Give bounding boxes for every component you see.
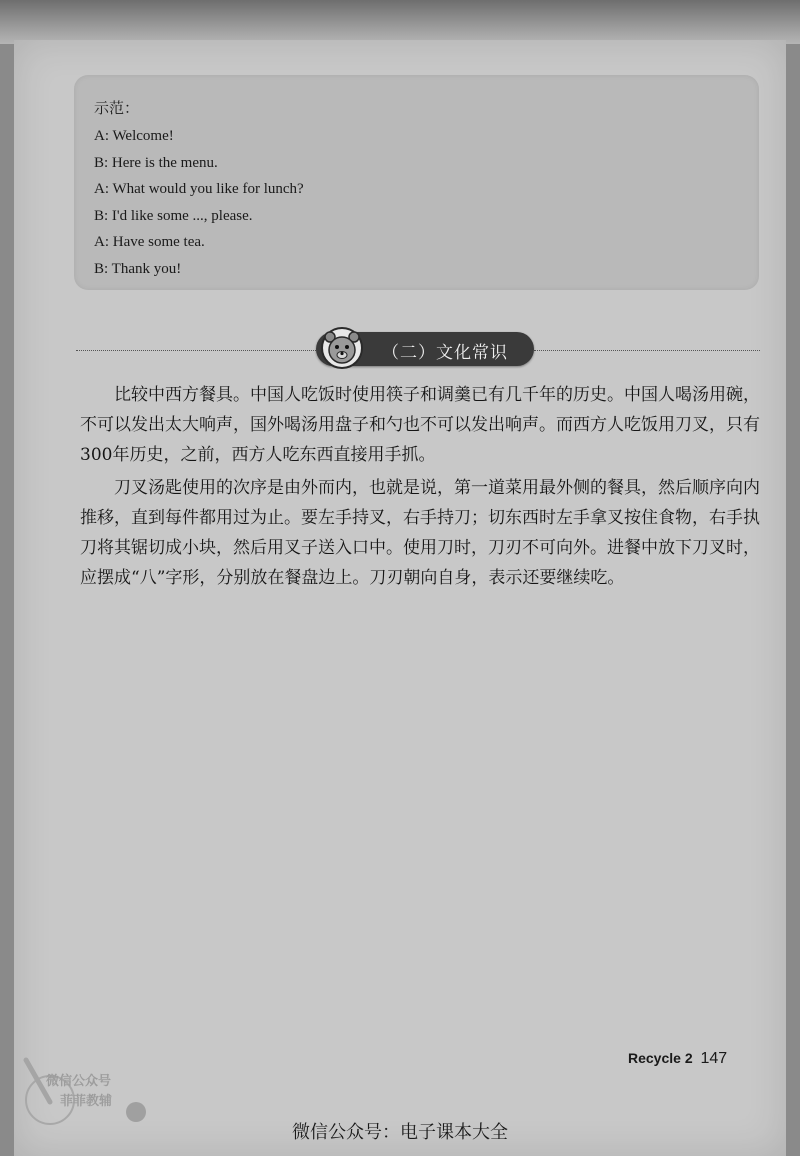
dialog-line: A: Have some tea. [94,234,205,251]
section-title: （二）文化常识 [382,343,508,363]
section-divider-right [534,350,760,351]
dialog-line: B: Here is the menu. [94,154,218,171]
dialog-line: A: What would you like for lunch? [94,181,304,198]
dialog-title: 示范： [94,99,140,117]
body-text [80,380,760,596]
dialog-line: A: Welcome! [94,128,174,144]
page-footer [628,1050,727,1068]
dialog-line: B: Thank you! [94,260,182,277]
watermark-line: 菲菲教辅 [60,1094,113,1109]
watermark-line: 微信公众号 [46,1074,112,1089]
dialog-example-box [74,75,759,290]
section-heading-badge [316,332,534,366]
book-page [14,40,786,1156]
body-paragraph: 比较中西方餐具。中国人吃饭时使用筷子和调羹已有几千年的历史。中国人喝汤用碗，不可以发出太大响声，国外喝汤用盘子和勺也不可以发出响声。而西方人吃饭用刀叉，只有300年历史，之前，西方人吃东西直接用手抓。 [80,385,760,465]
page-number: 147 [700,1050,728,1067]
watermark-logo [20,1040,170,1130]
dialog-line: B: I'd like some ..., please. [94,207,253,224]
bottom-caption: 微信公众号：电子课本大全 [292,1122,508,1143]
section-divider-left [76,350,316,351]
bear-face-icon [320,326,364,370]
unit-label: Recycle 2 [628,1050,693,1066]
scan-top-strip [0,0,800,44]
body-paragraph: 刀叉汤匙使用的次序是由外而内，也就是说，第一道菜用最外侧的餐具，然后顺序向内推移，直到每件都用过为止。要左手持叉，右手持刀；切东西时左手拿叉按住食物，右手执刀将其锯切成小块，然后用叉子送入口中。使用刀时，刀刃不可向外。进餐中放下刀叉时，应摆成“八”字形，分别放在餐盘边上。刀刃朝向自身，表示还要继续吃。 [80,478,760,588]
dialog-lines [94,123,304,283]
